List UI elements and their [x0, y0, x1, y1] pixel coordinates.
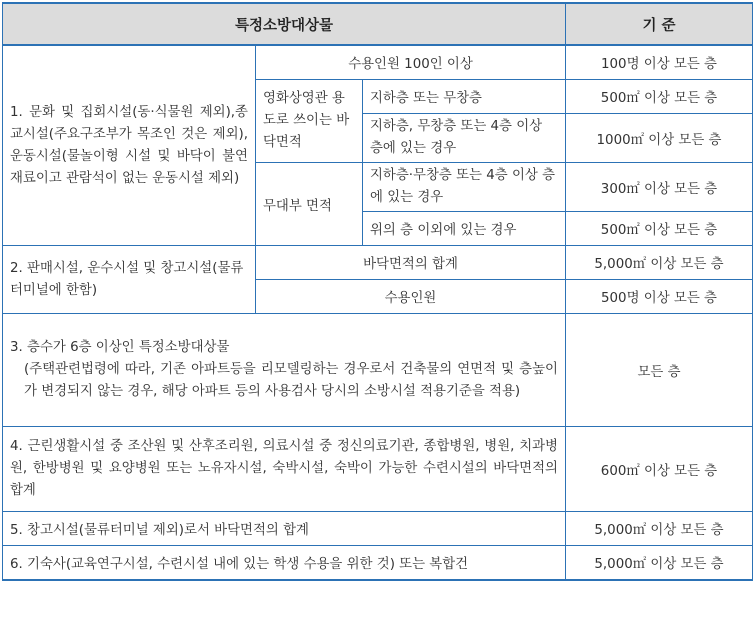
row5-subject: 5. 창고시설(물류터미널 제외)로서 바닥면적의 합계 [3, 512, 566, 546]
row1-cinema-label: 영화상영관 용도로 쓰이는 바닥면적 [256, 80, 363, 163]
row5-std: 5,000㎡ 이상 모든 층 [566, 512, 753, 546]
sprinkler-criteria-table [2, 2, 753, 581]
header-subject: 특정소방대상물 [3, 3, 566, 45]
header-standard: 기 준 [566, 3, 753, 45]
header-row [3, 3, 753, 45]
table-row [3, 45, 753, 80]
row1-subject: 1. 문화 및 집회시설(동·식물원 제외),종교시설(주요구조부가 목조인 것은 제외), 운동시설(물놀이형 시설 및 바닥이 불연재료이고 관람석이 없는 운동시설 제외) [3, 45, 256, 246]
table-row [3, 246, 753, 280]
table-row [3, 512, 753, 546]
row1-stage-other-std: 500㎡ 이상 모든 층 [566, 212, 753, 246]
row3-subject [3, 314, 566, 427]
row2-area-label: 바닥면적의 합계 [256, 246, 566, 280]
row1-stage-other: 위의 층 이외에 있는 경우 [363, 212, 566, 246]
row1-capacity-label: 수용인원 100인 이상 [256, 45, 566, 80]
row1-capacity-std: 100명 이상 모든 층 [566, 45, 753, 80]
row3-std: 모든 층 [566, 314, 753, 427]
row3-subject-note: (주택관련법령에 따라, 기존 아파트등을 리모델링하는 경우로서 건축물의 연면적 및 층높이가 변경되지 않는 경우, 해당 아파트 등의 사용검사 당시의 소방시설 적용기준을 적용) [24, 362, 558, 399]
row1-cinema-basement: 지하층 또는 무창층 [363, 80, 566, 114]
row1-cinema-upper: 지하층, 무창층 또는 4층 이상 층에 있는 경우 [363, 114, 566, 163]
row2-area-std: 5,000㎡ 이상 모든 층 [566, 246, 753, 280]
row2-subject: 2. 판매시설, 운수시설 및 창고시설(물류터미널에 한함) [3, 246, 256, 314]
row6-std: 5,000㎡ 이상 모든 층 [566, 546, 753, 581]
row2-capacity-label: 수용인원 [256, 280, 566, 314]
row1-stage-basement-std: 300㎡ 이상 모든 층 [566, 163, 753, 212]
row4-std: 600㎡ 이상 모든 층 [566, 427, 753, 512]
row1-cinema-basement-std: 500㎡ 이상 모든 층 [566, 80, 753, 114]
table-row [3, 546, 753, 581]
row2-capacity-std: 500명 이상 모든 층 [566, 280, 753, 314]
table-row [3, 314, 753, 427]
row1-cinema-upper-std: 1000㎡ 이상 모든 층 [566, 114, 753, 163]
row3-subject-title: 3. 층수가 6층 이상인 특정소방대상물 [10, 340, 230, 355]
row4-subject: 4. 근린생활시설 중 조산원 및 산후조리원, 의료시설 중 정신의료기관, 종합병원, 병원, 치과병원, 한방병원 및 요양병원 또는 노유자시설, 숙박시설, 숙박이 가능한 수련시설의 바닥면적의 합계 [3, 427, 566, 512]
row1-stage-basement: 지하층·무창층 또는 4층 이상 층에 있는 경우 [363, 163, 566, 212]
row6-subject: 6. 기숙사(교육연구시설, 수련시설 내에 있는 학생 수용을 위한 것) 또는 복합건 [3, 546, 566, 581]
row1-stage-label: 무대부 면적 [256, 163, 363, 246]
table-row [3, 427, 753, 512]
